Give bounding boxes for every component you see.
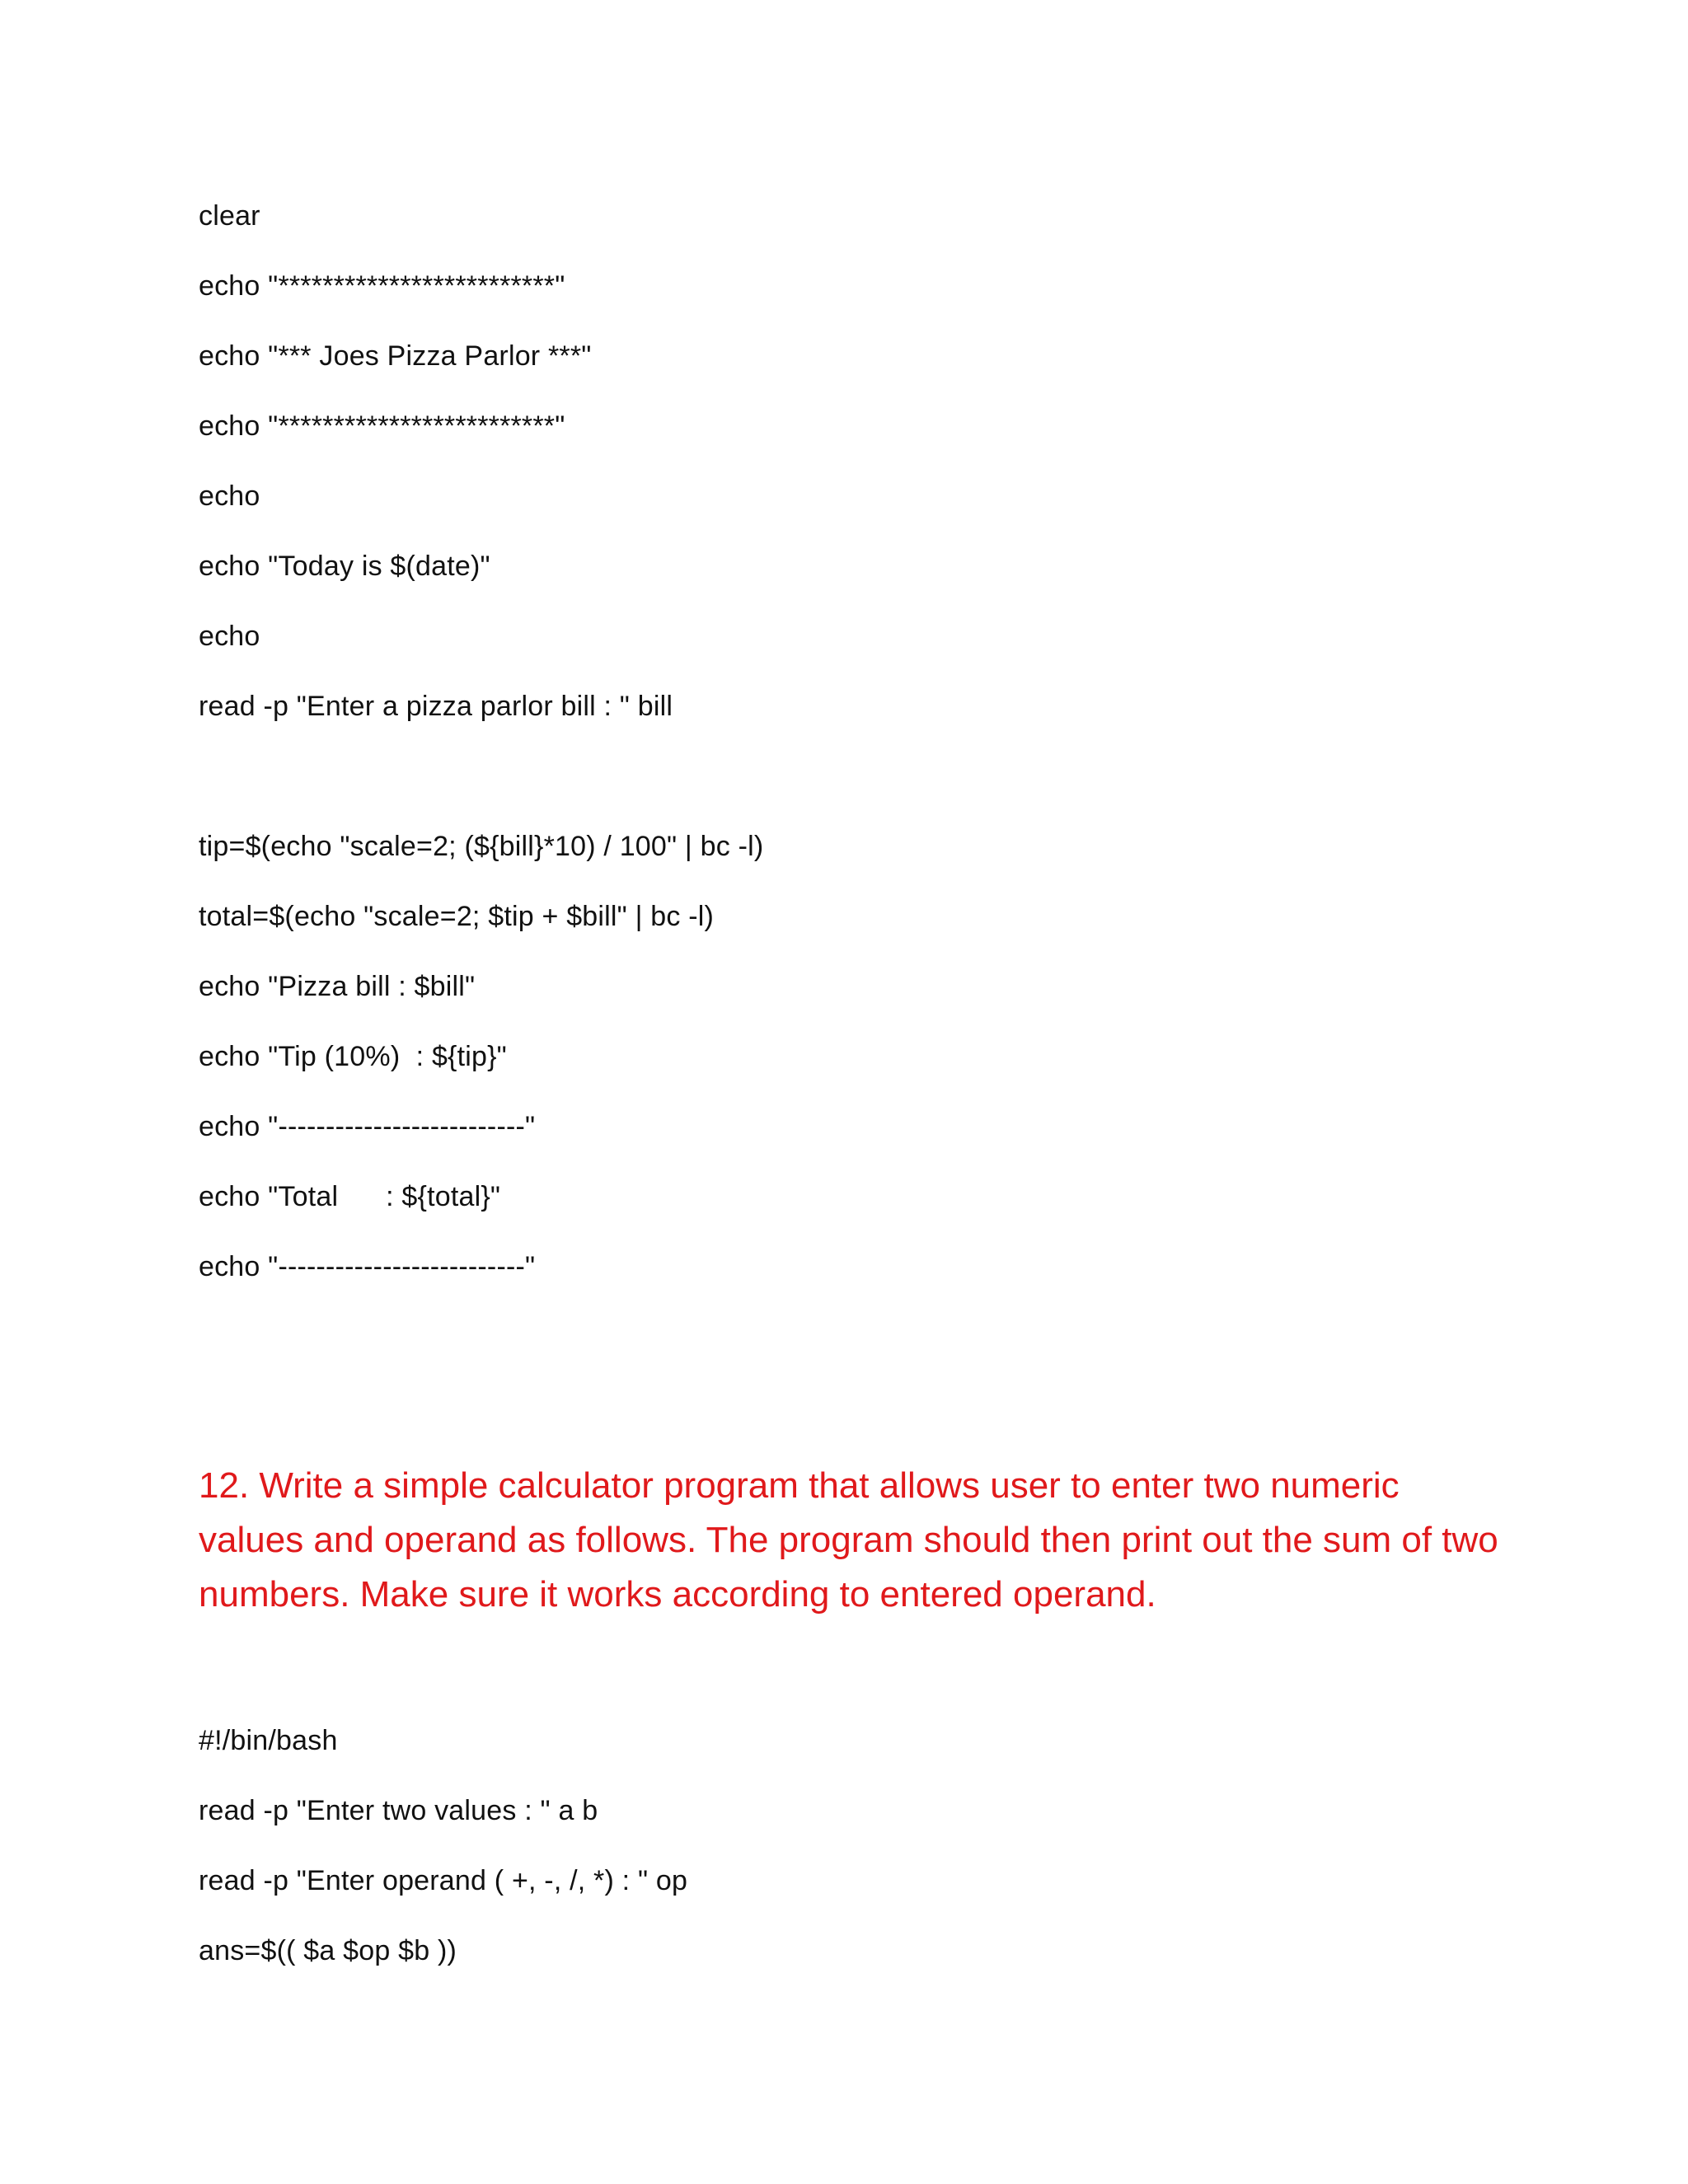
question-line: values and operand as follows. The program should then print out the sum of two [199,1520,1498,1560]
code-line: echo "*** Joes Pizza Parlor ***" [199,340,592,372]
code-line: echo "--------------------------" [199,1251,536,1282]
code-line: read -p "Enter two values : " a b [199,1795,598,1826]
question-line: 12. Write a simple calculator program that allows user to enter two numeric [199,1465,1400,1506]
code-line: read -p "Enter a pizza parlor bill : " bill [199,691,673,722]
code-line: total=$(echo "scale=2; $tip + $bill" | bc -l) [199,901,715,932]
code-line: echo "Total : ${total}" [199,1181,501,1212]
code-line: echo "Today is $(date)" [199,551,490,582]
code-line: read -p "Enter operand ( +, -, /, *) : " op [199,1865,688,1896]
code-line: echo [199,480,260,512]
code-line: ans=$(( $a $op $b )) [199,1935,457,1966]
code-line: echo "*************************" [199,410,565,442]
code-line: #!/bin/bash [199,1725,338,1756]
code-line: echo "*************************" [199,270,565,302]
question-12 [199,1459,1534,1622]
code-line: echo "Tip (10%) : ${tip}" [199,1041,507,1072]
code-line: tip=$(echo "scale=2; (${bill}*10) / 100" | bc -l) [199,831,764,862]
code-line: clear [199,200,260,232]
code-line: echo [199,621,260,652]
code-line: echo "Pizza bill : $bill" [199,971,476,1002]
code-line: echo "--------------------------" [199,1111,536,1142]
question-line: numbers. Make sure it works according to entered operand. [199,1574,1156,1615]
